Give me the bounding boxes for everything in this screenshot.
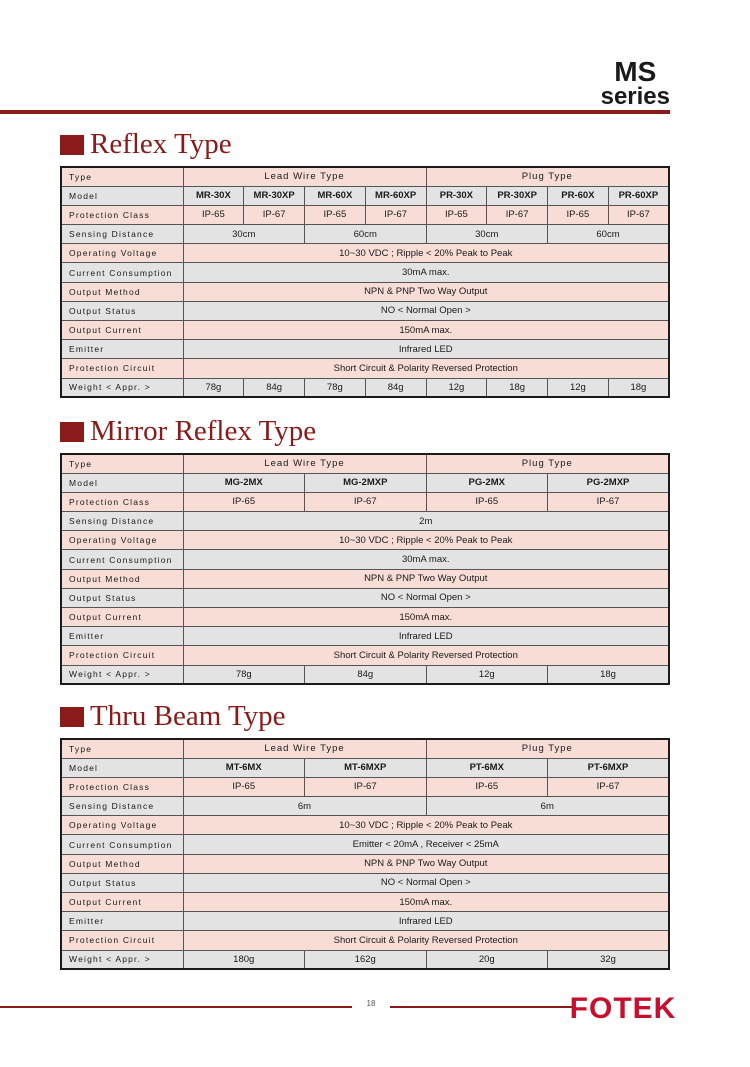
row-current-consumption — [61, 263, 669, 282]
model-cell: MT-6MXP — [305, 758, 427, 777]
row-label: Operating Voltage — [61, 816, 183, 835]
model-cell: MG-2MXP — [305, 473, 427, 492]
row-label: Protection Class — [61, 205, 183, 224]
value-cell: 78g — [305, 378, 366, 397]
value-cell: Infrared LED — [183, 627, 669, 646]
row-label: Operating Voltage — [61, 244, 183, 263]
row-label: Protection Class — [61, 492, 183, 511]
row-label: Type — [61, 739, 183, 758]
value-cell: IP-67 — [244, 205, 305, 224]
row-current-consumption — [61, 550, 669, 569]
row-weight — [61, 378, 669, 397]
row-label: Sensing Distance — [61, 225, 183, 244]
row-emitter — [61, 912, 669, 931]
value-cell: Short Circuit & Polarity Reversed Protection — [183, 931, 669, 950]
row-output-method — [61, 569, 669, 588]
value-cell: 162g — [305, 950, 427, 969]
row-label: Emitter — [61, 340, 183, 359]
row-current-consumption — [61, 835, 669, 854]
series-badge — [601, 58, 670, 108]
row-emitter — [61, 627, 669, 646]
row-label: Model — [61, 758, 183, 777]
row-label: Protection Circuit — [61, 931, 183, 950]
lead-wire-header: Lead Wire Type — [183, 739, 426, 758]
row-emitter — [61, 340, 669, 359]
row-label: Output Current — [61, 608, 183, 627]
footer-rule-left — [0, 1006, 352, 1008]
row-label: Emitter — [61, 627, 183, 646]
value-cell: Short Circuit & Polarity Reversed Protection — [183, 359, 669, 378]
value-cell: 180g — [183, 950, 305, 969]
value-cell: 18g — [608, 378, 669, 397]
row-label: Type — [61, 167, 183, 186]
row-label: Current Consumption — [61, 263, 183, 282]
row-label: Output Status — [61, 301, 183, 320]
value-cell: 78g — [183, 378, 244, 397]
row-operating-voltage — [61, 531, 669, 550]
model-cell: PT-6MX — [426, 758, 548, 777]
footer-rule-right — [390, 1006, 572, 1008]
row-output-status — [61, 301, 669, 320]
section-square-icon — [60, 135, 84, 155]
value-cell: 30cm — [426, 225, 548, 244]
row-label: Model — [61, 186, 183, 205]
value-cell: IP-67 — [608, 205, 669, 224]
model-cell: MG-2MX — [183, 473, 305, 492]
row-label: Current Consumption — [61, 550, 183, 569]
value-cell: 32g — [548, 950, 670, 969]
model-cell: PG-2MX — [426, 473, 548, 492]
value-cell: IP-67 — [487, 205, 548, 224]
series-label: series — [600, 83, 670, 110]
row-label: Sensing Distance — [61, 512, 183, 531]
value-cell: Infrared LED — [183, 340, 669, 359]
value-cell: 84g — [365, 378, 426, 397]
row-label: Current Consumption — [61, 835, 183, 854]
value-cell: 150mA max. — [183, 608, 669, 627]
value-cell: 30cm — [183, 225, 305, 244]
plug-header: Plug Type — [426, 454, 669, 473]
value-cell: 12g — [426, 378, 487, 397]
model-cell: MT-6MX — [183, 758, 305, 777]
row-label: Type — [61, 454, 183, 473]
model-cell: PR-60XP — [608, 186, 669, 205]
section-reflex — [60, 128, 668, 398]
value-cell: Short Circuit & Polarity Reversed Protection — [183, 646, 669, 665]
row-protection-class — [61, 205, 669, 224]
value-cell: NPN & PNP Two Way Output — [183, 282, 669, 301]
row-output-status — [61, 873, 669, 892]
row-output-method — [61, 854, 669, 873]
plug-header: Plug Type — [426, 739, 669, 758]
row-operating-voltage — [61, 244, 669, 263]
value-cell: 84g — [305, 665, 427, 684]
value-cell: NO < Normal Open > — [183, 301, 669, 320]
value-cell: NPN & PNP Two Way Output — [183, 569, 669, 588]
value-cell: 18g — [487, 378, 548, 397]
header-rule — [0, 110, 670, 114]
logo-text: FOTEK — [569, 992, 677, 1025]
value-cell: NPN & PNP Two Way Output — [183, 854, 669, 873]
value-cell: 60cm — [305, 225, 427, 244]
row-protection-circuit — [61, 646, 669, 665]
spec-table — [60, 453, 670, 685]
row-protection-circuit — [61, 931, 669, 950]
row-model — [61, 473, 669, 492]
lead-wire-header: Lead Wire Type — [183, 454, 426, 473]
fotek-logo — [569, 990, 677, 1025]
row-label: Model — [61, 473, 183, 492]
row-type — [61, 167, 669, 186]
row-label: Output Method — [61, 282, 183, 301]
row-label: Sensing Distance — [61, 797, 183, 816]
value-cell: 30mA max. — [183, 550, 669, 569]
row-type — [61, 454, 669, 473]
row-sensing-distance — [61, 512, 669, 531]
model-cell: PT-6MXP — [548, 758, 670, 777]
value-cell: IP-65 — [426, 492, 548, 511]
spec-table — [60, 738, 670, 970]
row-weight — [61, 950, 669, 969]
section-mirror-reflex — [60, 415, 668, 685]
row-output-method — [61, 282, 669, 301]
row-label: Weight < Appr. > — [61, 378, 183, 397]
value-cell: NO < Normal Open > — [183, 588, 669, 607]
row-label: Output Status — [61, 873, 183, 892]
row-label: Output Method — [61, 569, 183, 588]
section-square-icon — [60, 422, 84, 442]
value-cell: IP-65 — [183, 492, 305, 511]
value-cell: 150mA max. — [183, 893, 669, 912]
row-label: Output Current — [61, 893, 183, 912]
value-cell: 84g — [244, 378, 305, 397]
value-cell: 78g — [183, 665, 305, 684]
value-cell: 10~30 VDC ; Ripple < 20% Peak to Peak — [183, 816, 669, 835]
row-protection-circuit — [61, 359, 669, 378]
row-label: Output Status — [61, 588, 183, 607]
row-operating-voltage — [61, 816, 669, 835]
spec-table — [60, 166, 670, 398]
value-cell: 10~30 VDC ; Ripple < 20% Peak to Peak — [183, 531, 669, 550]
model-cell: PG-2MXP — [548, 473, 670, 492]
value-cell: 6m — [183, 797, 426, 816]
value-cell: 18g — [548, 665, 670, 684]
row-label: Operating Voltage — [61, 531, 183, 550]
model-cell: MR-60X — [305, 186, 366, 205]
row-label: Weight < Appr. > — [61, 665, 183, 684]
row-output-current — [61, 321, 669, 340]
value-cell: IP-67 — [548, 492, 670, 511]
value-cell: 10~30 VDC ; Ripple < 20% Peak to Peak — [183, 244, 669, 263]
value-cell: NO < Normal Open > — [183, 873, 669, 892]
section-title-text: Thru Beam Type — [90, 700, 286, 732]
value-cell: IP-65 — [305, 205, 366, 224]
value-cell: IP-67 — [365, 205, 426, 224]
value-cell: IP-65 — [426, 205, 487, 224]
value-cell: IP-67 — [305, 492, 427, 511]
row-output-status — [61, 588, 669, 607]
value-cell: 30mA max. — [183, 263, 669, 282]
row-label: Emitter — [61, 912, 183, 931]
page-number: 18 — [366, 999, 376, 1008]
section-title-text: Mirror Reflex Type — [90, 415, 317, 447]
value-cell: 12g — [426, 665, 548, 684]
section-title — [60, 415, 668, 447]
value-cell: 60cm — [548, 225, 670, 244]
row-sensing-distance — [61, 797, 669, 816]
row-model — [61, 758, 669, 777]
model-cell: MR-60XP — [365, 186, 426, 205]
value-cell: 20g — [426, 950, 548, 969]
model-cell: PR-30X — [426, 186, 487, 205]
value-cell: 150mA max. — [183, 321, 669, 340]
model-cell: MR-30X — [183, 186, 244, 205]
value-cell: IP-65 — [183, 777, 305, 796]
section-thru-beam — [60, 700, 668, 970]
row-sensing-distance — [61, 225, 669, 244]
value-cell: 12g — [548, 378, 609, 397]
value-cell: IP-65 — [183, 205, 244, 224]
lead-wire-header: Lead Wire Type — [183, 167, 426, 186]
value-cell: IP-65 — [548, 205, 609, 224]
row-protection-class — [61, 777, 669, 796]
section-title-text: Reflex Type — [90, 128, 232, 160]
value-cell: 6m — [426, 797, 669, 816]
model-cell: PR-30XP — [487, 186, 548, 205]
model-cell: PR-60X — [548, 186, 609, 205]
value-cell: IP-67 — [305, 777, 427, 796]
value-cell: IP-65 — [426, 777, 548, 796]
row-weight — [61, 665, 669, 684]
row-output-current — [61, 608, 669, 627]
row-type — [61, 739, 669, 758]
series-name: MS — [614, 56, 657, 87]
row-label: Output Method — [61, 854, 183, 873]
value-cell: Infrared LED — [183, 912, 669, 931]
row-output-current — [61, 893, 669, 912]
section-square-icon — [60, 707, 84, 727]
section-title — [60, 128, 668, 160]
row-label: Weight < Appr. > — [61, 950, 183, 969]
row-label: Protection Class — [61, 777, 183, 796]
row-label: Protection Circuit — [61, 359, 183, 378]
value-cell: 2m — [183, 512, 669, 531]
section-title — [60, 700, 668, 732]
plug-header: Plug Type — [426, 167, 669, 186]
value-cell: Emitter < 20mA , Receiver < 25mA — [183, 835, 669, 854]
row-protection-class — [61, 492, 669, 511]
model-cell: MR-30XP — [244, 186, 305, 205]
value-cell: IP-67 — [548, 777, 670, 796]
row-model — [61, 186, 669, 205]
row-label: Output Current — [61, 321, 183, 340]
row-label: Protection Circuit — [61, 646, 183, 665]
